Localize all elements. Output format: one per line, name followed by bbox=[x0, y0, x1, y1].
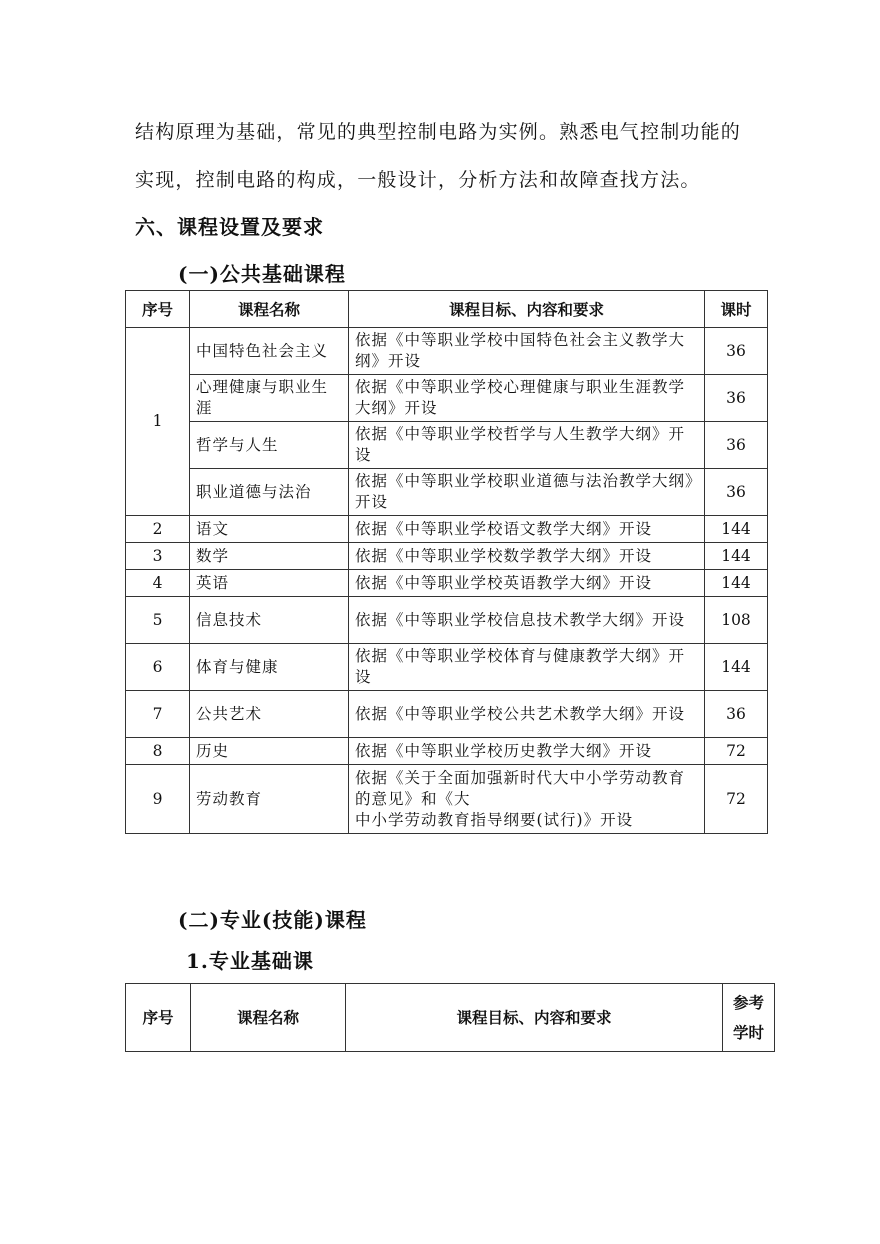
intro-line-2: 实现，控制电路的构成，一般设计，分析方法和故障查找方法。 bbox=[135, 169, 701, 191]
header-name: 课程名称 bbox=[190, 291, 349, 328]
section-heading: 六、课程设置及要求 bbox=[135, 215, 324, 239]
table-row bbox=[126, 765, 768, 834]
course-hours: 108 bbox=[705, 597, 768, 644]
course-name: 公共艺术 bbox=[190, 691, 349, 738]
table-row bbox=[126, 422, 768, 469]
subsection-heading-public: (一)公共基础课程 bbox=[178, 262, 346, 286]
row-num: 5 bbox=[126, 597, 190, 644]
course-name: 历史 bbox=[190, 738, 349, 765]
course-hours: 144 bbox=[705, 644, 768, 691]
course-hours: 144 bbox=[705, 516, 768, 543]
header-hours: 课时 bbox=[705, 291, 768, 328]
header-num: 序号 bbox=[126, 984, 191, 1052]
table-header-row bbox=[126, 984, 775, 1052]
course-hours: 144 bbox=[705, 570, 768, 597]
course-desc: 依据《中等职业学校公共艺术教学大纲》开设 bbox=[349, 691, 705, 738]
course-name: 语文 bbox=[190, 516, 349, 543]
course-name: 体育与健康 bbox=[190, 644, 349, 691]
course-desc: 依据《中等职业学校中国特色社会主义教学大纲》开设 bbox=[349, 328, 705, 375]
header-desc: 课程目标、内容和要求 bbox=[349, 291, 705, 328]
table-row bbox=[126, 469, 768, 516]
course-hours: 72 bbox=[705, 765, 768, 834]
row-num: 9 bbox=[126, 765, 190, 834]
public-courses-table bbox=[125, 290, 768, 834]
course-hours: 36 bbox=[705, 691, 768, 738]
course-desc: 依据《中等职业学校职业道德与法治教学大纲》开设 bbox=[349, 469, 705, 516]
header-name: 课程名称 bbox=[191, 984, 346, 1052]
course-hours: 36 bbox=[705, 375, 768, 422]
header-num: 序号 bbox=[126, 291, 190, 328]
course-desc-line: 中小学劳动教育指导纲要(试行)》开设 bbox=[355, 810, 634, 829]
course-name: 数学 bbox=[190, 543, 349, 570]
course-desc: 依据《中等职业学校心理健康与职业生涯教学大纲》开设 bbox=[349, 375, 705, 422]
course-desc: 依据《中等职业学校体育与健康教学大纲》开设 bbox=[349, 644, 705, 691]
table-row bbox=[126, 691, 768, 738]
course-hours: 72 bbox=[705, 738, 768, 765]
row-num: 2 bbox=[126, 516, 190, 543]
course-desc-line: 依据《关于全面加强新时代大中小学劳动教育的意见》和《大 bbox=[355, 768, 686, 808]
row-num: 4 bbox=[126, 570, 190, 597]
course-name: 职业道德与法治 bbox=[190, 469, 349, 516]
header-desc: 课程目标、内容和要求 bbox=[346, 984, 723, 1052]
course-hours: 36 bbox=[705, 328, 768, 375]
course-desc: 依据《中等职业学校数学教学大纲》开设 bbox=[349, 543, 705, 570]
professional-courses-table bbox=[125, 983, 775, 1052]
course-name: 信息技术 bbox=[190, 597, 349, 644]
course-desc: 依据《中等职业学校语文教学大纲》开设 bbox=[349, 516, 705, 543]
course-hours: 36 bbox=[705, 422, 768, 469]
subsection-heading-basic: 1.专业基础课 bbox=[186, 949, 314, 973]
table-header-row bbox=[126, 291, 768, 328]
course-desc: 依据《中等职业学校英语教学大纲》开设 bbox=[349, 570, 705, 597]
table-row bbox=[126, 516, 768, 543]
intro-line-1: 结构原理为基础，常见的典型控制电路为实例。熟悉电气控制功能的 bbox=[135, 121, 742, 143]
table-row bbox=[126, 328, 768, 375]
table-row bbox=[126, 644, 768, 691]
header-hours-line: 学时 bbox=[732, 1022, 764, 1042]
header-hours-line: 参考 bbox=[732, 992, 764, 1012]
course-desc: 依据《中等职业学校信息技术教学大纲》开设 bbox=[349, 597, 705, 644]
course-desc bbox=[349, 765, 705, 834]
course-desc: 依据《中等职业学校历史教学大纲》开设 bbox=[349, 738, 705, 765]
course-name: 心理健康与职业生涯 bbox=[190, 375, 349, 422]
course-name: 哲学与人生 bbox=[190, 422, 349, 469]
table-row bbox=[126, 738, 768, 765]
row-num: 6 bbox=[126, 644, 190, 691]
course-name: 英语 bbox=[190, 570, 349, 597]
table-row bbox=[126, 543, 768, 570]
course-name: 劳动教育 bbox=[190, 765, 349, 834]
header-hours bbox=[723, 984, 775, 1052]
table-row bbox=[126, 597, 768, 644]
row-num: 7 bbox=[126, 691, 190, 738]
subsection-heading-professional: (二)专业(技能)课程 bbox=[178, 908, 367, 932]
course-desc: 依据《中等职业学校哲学与人生教学大纲》开设 bbox=[349, 422, 705, 469]
row-num: 8 bbox=[126, 738, 190, 765]
row-num: 1 bbox=[126, 328, 190, 516]
course-hours: 144 bbox=[705, 543, 768, 570]
course-hours: 36 bbox=[705, 469, 768, 516]
table-row bbox=[126, 570, 768, 597]
course-name: 中国特色社会主义 bbox=[190, 328, 349, 375]
row-num: 3 bbox=[126, 543, 190, 570]
table-row bbox=[126, 375, 768, 422]
